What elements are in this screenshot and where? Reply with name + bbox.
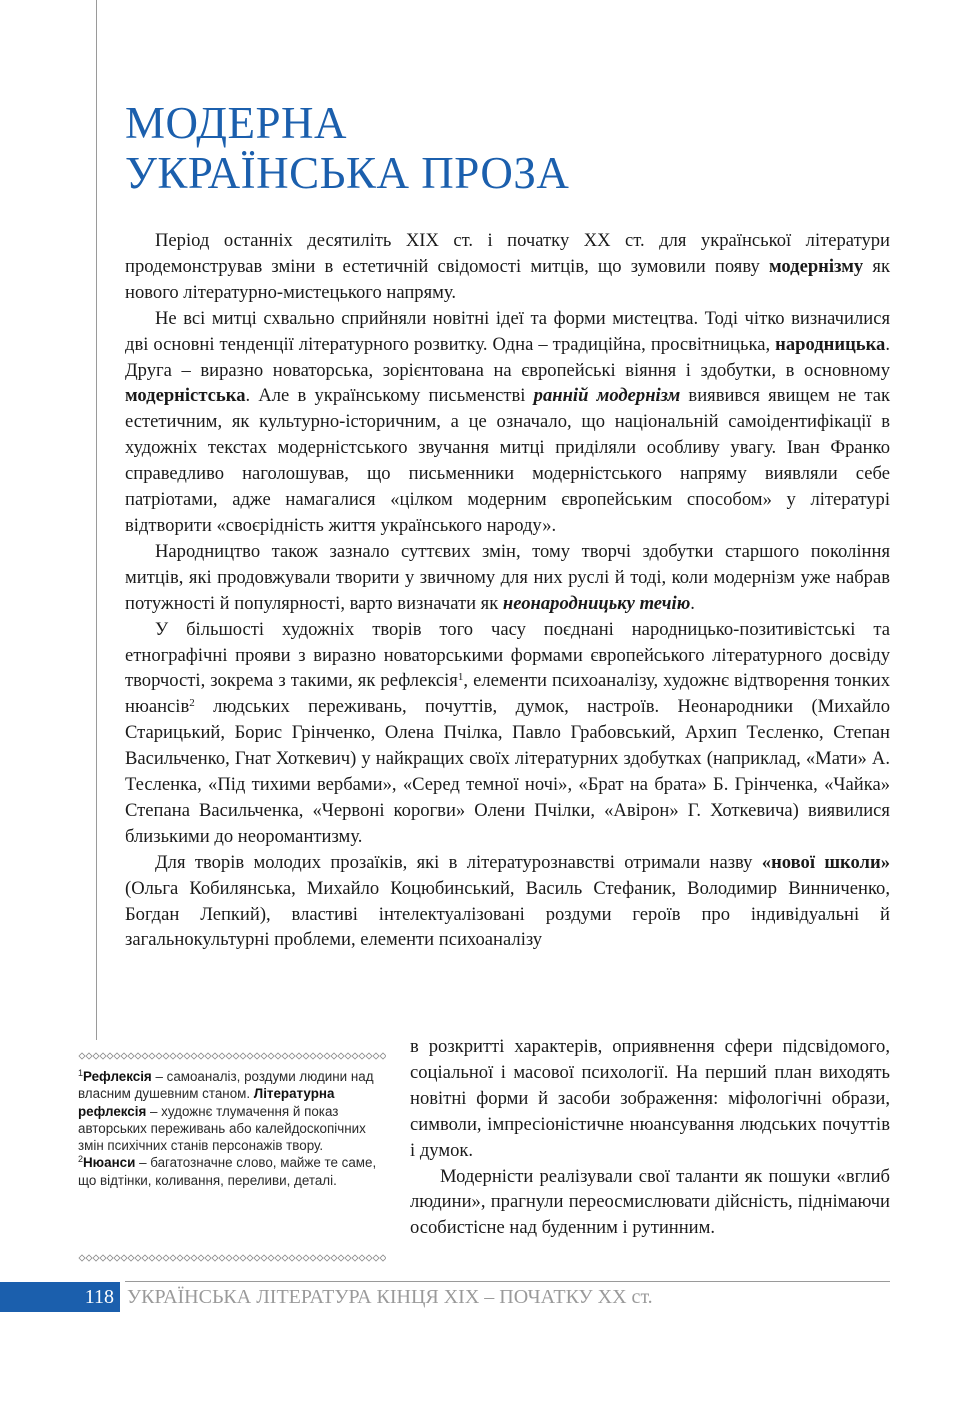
text-run: , елементи психоаналізу, художнє відтворення тонких нюансів xyxy=(125,670,890,718)
chapter-title xyxy=(125,98,569,198)
text-run: Народництво також зазнало суттєвих змін, тому творчі здобутки старшого покоління митців, які продовжували творити у звичному для них руслі й тоді, коли модернізм уже набрав потужності й популярності, варто визначати як xyxy=(125,540,890,614)
footnote-2 xyxy=(78,1154,388,1189)
footnotes-box xyxy=(78,1068,388,1189)
main-text xyxy=(125,228,890,953)
term-new-school: «нової школи» xyxy=(761,851,890,873)
paragraph-5 xyxy=(125,850,890,954)
left-margin-rule xyxy=(96,0,97,1040)
footnote-text: – багатозначне слово, майже те саме, що відтінки, коливання, переливи, деталі. xyxy=(78,1155,377,1188)
term-neonarodnytska: неонародницьку течію xyxy=(502,592,691,614)
footnote-text: – художнє тлумачення й показ авторських переживань або калейдоскопічних змін психічних станів персонажів твору. xyxy=(78,1103,366,1154)
text-run: Для творів молодих прозаїків, які в літературознавстві отримали назву xyxy=(155,851,762,873)
text-run: (Ольга Кобилянська, Михайло Коцюбинський, Василь Стефаник, Володимир Винниченко, Богдан Лепкий), властиві інтелектуалізовані роздуми героїв про індивідуальні й загальнокультурні проблеми, елементи психоаналізу xyxy=(125,877,890,951)
footnote-term-reflection: Рефлексія xyxy=(83,1069,152,1084)
text-run: . xyxy=(690,592,695,614)
text-run: виявився явищем не так естетичним, як культурно-історичним, а це означало, що національній самоідентифікації в художніх текстах модерністського звучання митці приділяли особливу увагу. Іван Франко справедливо наголошував, що письменники модерністського напряму виявляли себе патріотами, адже намагалися «цілком модерним європейським способом» у літературі відтворити «своєрідність життя українського народу». xyxy=(125,385,890,536)
paragraph-2 xyxy=(125,306,890,539)
term-early-modernism: ранній модернізм xyxy=(533,385,681,407)
footnote-number: 2 xyxy=(78,1154,84,1165)
term-narodnytska: народницька xyxy=(775,333,886,355)
page-number: 118 xyxy=(0,1282,120,1312)
text-run: Не всі митці схвально сприйняли новітні ідеї та форми мистецтва. Тоді чітко визначилися дві основні тенденції літературного розвитку. Одна – традиційна, просвітницька, xyxy=(125,307,890,355)
chapter-title-line-1: МОДЕРНА xyxy=(125,98,347,148)
footnote-bottom-border xyxy=(78,1254,386,1262)
paragraph-5-continued: в розкритті характерів, оприявнення сфери підсвідомого, соціальної і масової психології. На перший план виходять новітні форми й засоби зображення: міфологічні образи, символи, імпресіоністичне нюансування людських почуттів і думок. xyxy=(410,1036,890,1161)
text-run: . Друга – виразно новаторська, зорієнтована на європейські віяння і здобутки, в основному xyxy=(125,333,890,381)
text-run: як нового літературно-мистецького напряму. xyxy=(125,255,890,303)
footnote-ref-2: 2 xyxy=(189,697,195,710)
footnote-number: 1 xyxy=(78,1068,84,1078)
text-run: . Але в українському письменстві xyxy=(245,385,534,407)
text-run: Період останніх десятиліть XIX ст. і початку XX ст. для української літератури продемонстрував зміни в естетичній свідомості митців, що зумовили появу xyxy=(125,230,890,277)
text-run: людських переживань, почуттів, думок, настроїв. Неонародники (Михайло Старицький, Борис Грінченко, Олена Пчілка, Павло Грабовський, Архип Тесленко, Степан Васильченко, Гнат Хоткевич) у найкращих своїх літературних здобутках (наприклад, «Мати» А. Тесленка, «Під тихими вербами», «Серед темної ночі», «Брат на брата» Б. Грінченка, «Чайка» Степана Васильченка, «Червоні корогви» Олени Пчілки, «Авірон» Г. Хоткевича) виявилися близькими до неоромантизму. xyxy=(125,696,890,847)
footnote-text: – самоаналіз, роздуми людини над власним душевним станом. xyxy=(78,1069,374,1102)
narrow-column-text xyxy=(410,1034,890,1241)
paragraph-6: Модерністи реалізували свої таланти як пошуки «вглиб людини», прагнули переосмислювати дійсність, піднімаючи особистісне над буденним і рутинним. xyxy=(410,1165,890,1239)
chapter-title-line-2: УКРАЇНСЬКА ПРОЗА xyxy=(125,148,570,198)
footnote-1 xyxy=(78,1068,388,1154)
term-modernism: модернізму xyxy=(768,255,864,277)
footnote-ref-1: 1 xyxy=(457,671,464,684)
paragraph-3 xyxy=(125,539,890,617)
footnote-top-border xyxy=(78,1052,386,1060)
paragraph-4 xyxy=(125,617,890,850)
text-run: У більшості художніх творів того часу поєднані народницько-позитивістські та етнографічні прояви з виразно новаторськими формами європейського літературного досвіду творчості, зокрема з такими, як рефлексія xyxy=(125,618,890,692)
footnote-term-literary-reflection: Літературна рефлексія xyxy=(78,1086,335,1119)
paragraph-1 xyxy=(125,228,890,306)
term-modernistska: модерністська xyxy=(125,385,246,407)
footnote-term-nuances: Нюанси xyxy=(83,1155,136,1171)
running-head: УКРАЇНСЬКА ЛІТЕРАТУРА КІНЦЯ XIX – ПОЧАТКУ XX ст. xyxy=(127,1286,653,1308)
